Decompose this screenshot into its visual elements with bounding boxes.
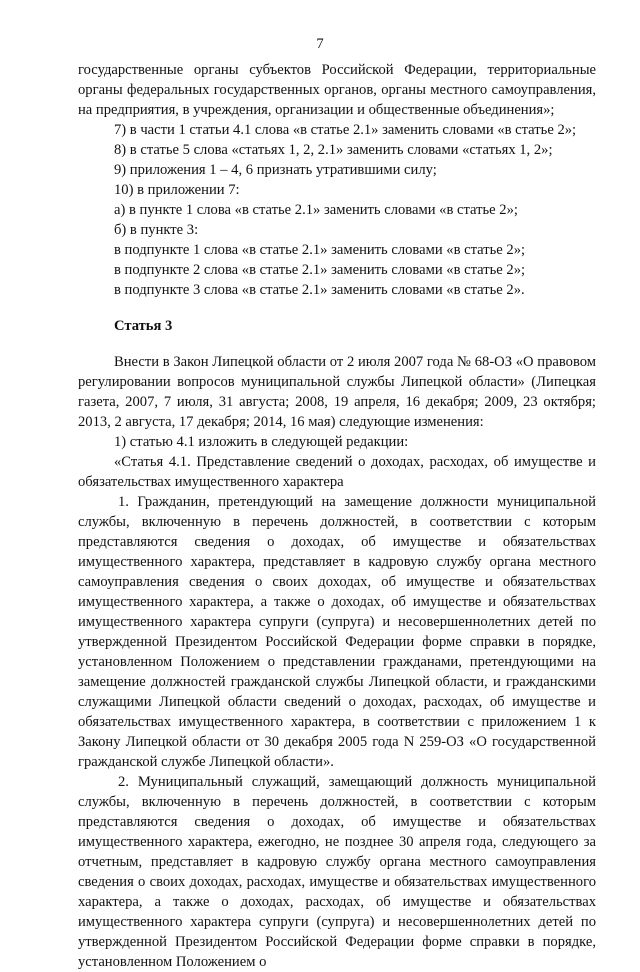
paragraph: 1. Гражданин, претендующий на замещение должности муниципальной службы, включенную в перечень должностей, в соответствии с которым представляются сведения о доходах, об имуществе и обязательствах имущественного характера, представляет в кадровую службу органа местного самоуправления сведения о своих доходах, об имуществе и обязательствах имущественного характера, а также о доходах, об имуществе и обязательствах имущественного характера супруги (супруга) и несовершеннолетних детей по утвержденной Президентом Российской Федерации форме справки в порядке, установленном Положением о представлении гражданами, претендующими на замещение должностей гражданской службы Липецкой области, и гражданскими служащими Липецкой области сведений о доходах, расходах, об имуществе и обязательствах имущественного характера, в соответствии с приложением 1 к Закону Липецкой области от 30 декабря 2005 года N 259-ОЗ «О государственной гражданской службе Липецкой области». <box>78 494 596 770</box>
paragraph: в подпункте 3 слова «в статье 2.1» заменить словами «в статье 2». <box>114 282 525 298</box>
paragraph: а) в пункте 1 слова «в статье 2.1» заменить словами «в статье 2»; <box>114 202 518 218</box>
paragraph: б) в пункте 3: <box>114 222 199 238</box>
page-number: 7 <box>316 36 324 52</box>
paragraph: «Статья 4.1. Представление сведений о доходах, расходах, об имуществе и обязательствах имущественного характера <box>78 454 596 490</box>
paragraph: в подпункте 2 слова «в статье 2.1» заменить словами «в статье 2»; <box>114 262 526 278</box>
paragraph: 2. Муниципальный служащий, замещающий должность муниципальной службы, включенную в перечень должностей, в соответствии с которым представляются сведения о доходах, об имуществе и обязательствах имущественного характера, ежегодно, не позднее 30 апреля года, следующего за отчетным, представляет в кадровую службу органа местного самоуправления сведения о своих доходах, расходах, имуществе и обязательствах имущественного характера, а также о доходах, расходах, об имуществе и обязательствах имущественного характера супруги (супруга) и несовершеннолетних детей по утвержденной Президентом Российской Федерации форме справки в порядке, установленном Положением о <box>78 774 596 970</box>
article-heading: Статья 3 <box>114 318 173 334</box>
paragraph: в подпункте 1 слова «в статье 2.1» заменить словами «в статье 2»; <box>114 242 526 258</box>
paragraph: 8) в статье 5 слова «статьях 1, 2, 2.1» заменить словами «статьях 1, 2»; <box>114 142 553 158</box>
document-text <box>78 60 596 972</box>
paragraph: Внести в Закон Липецкой области от 2 июля 2007 года № 68-ОЗ «О правовом регулировании вопросов муниципальной службы Липецкой области» (Липецкая газета, 2007, 7 июля, 31 августа; 2008, 19 апреля, 16 декабря; 2009, 23 октября; 2013, 2 августа, 17 декабря; 2014, 16 мая) следующие изменения: <box>78 354 596 430</box>
paragraph: 9) приложения 1 – 4, 6 признать утратившими силу; <box>114 162 437 178</box>
paragraph: 7) в части 1 статьи 4.1 слова «в статье 2.1» заменить словами «в статье 2»; <box>114 122 577 138</box>
paragraph: государственные органы субъектов Российской Федерации, территориальные органы федеральных государственных органов, органы местного самоуправления, на предприятия, в учреждения, организации и общественные объединения»; <box>78 62 596 118</box>
paragraph: 10) в приложении 7: <box>114 182 240 198</box>
paragraph: 1) статью 4.1 изложить в следующей редакции: <box>114 434 409 450</box>
